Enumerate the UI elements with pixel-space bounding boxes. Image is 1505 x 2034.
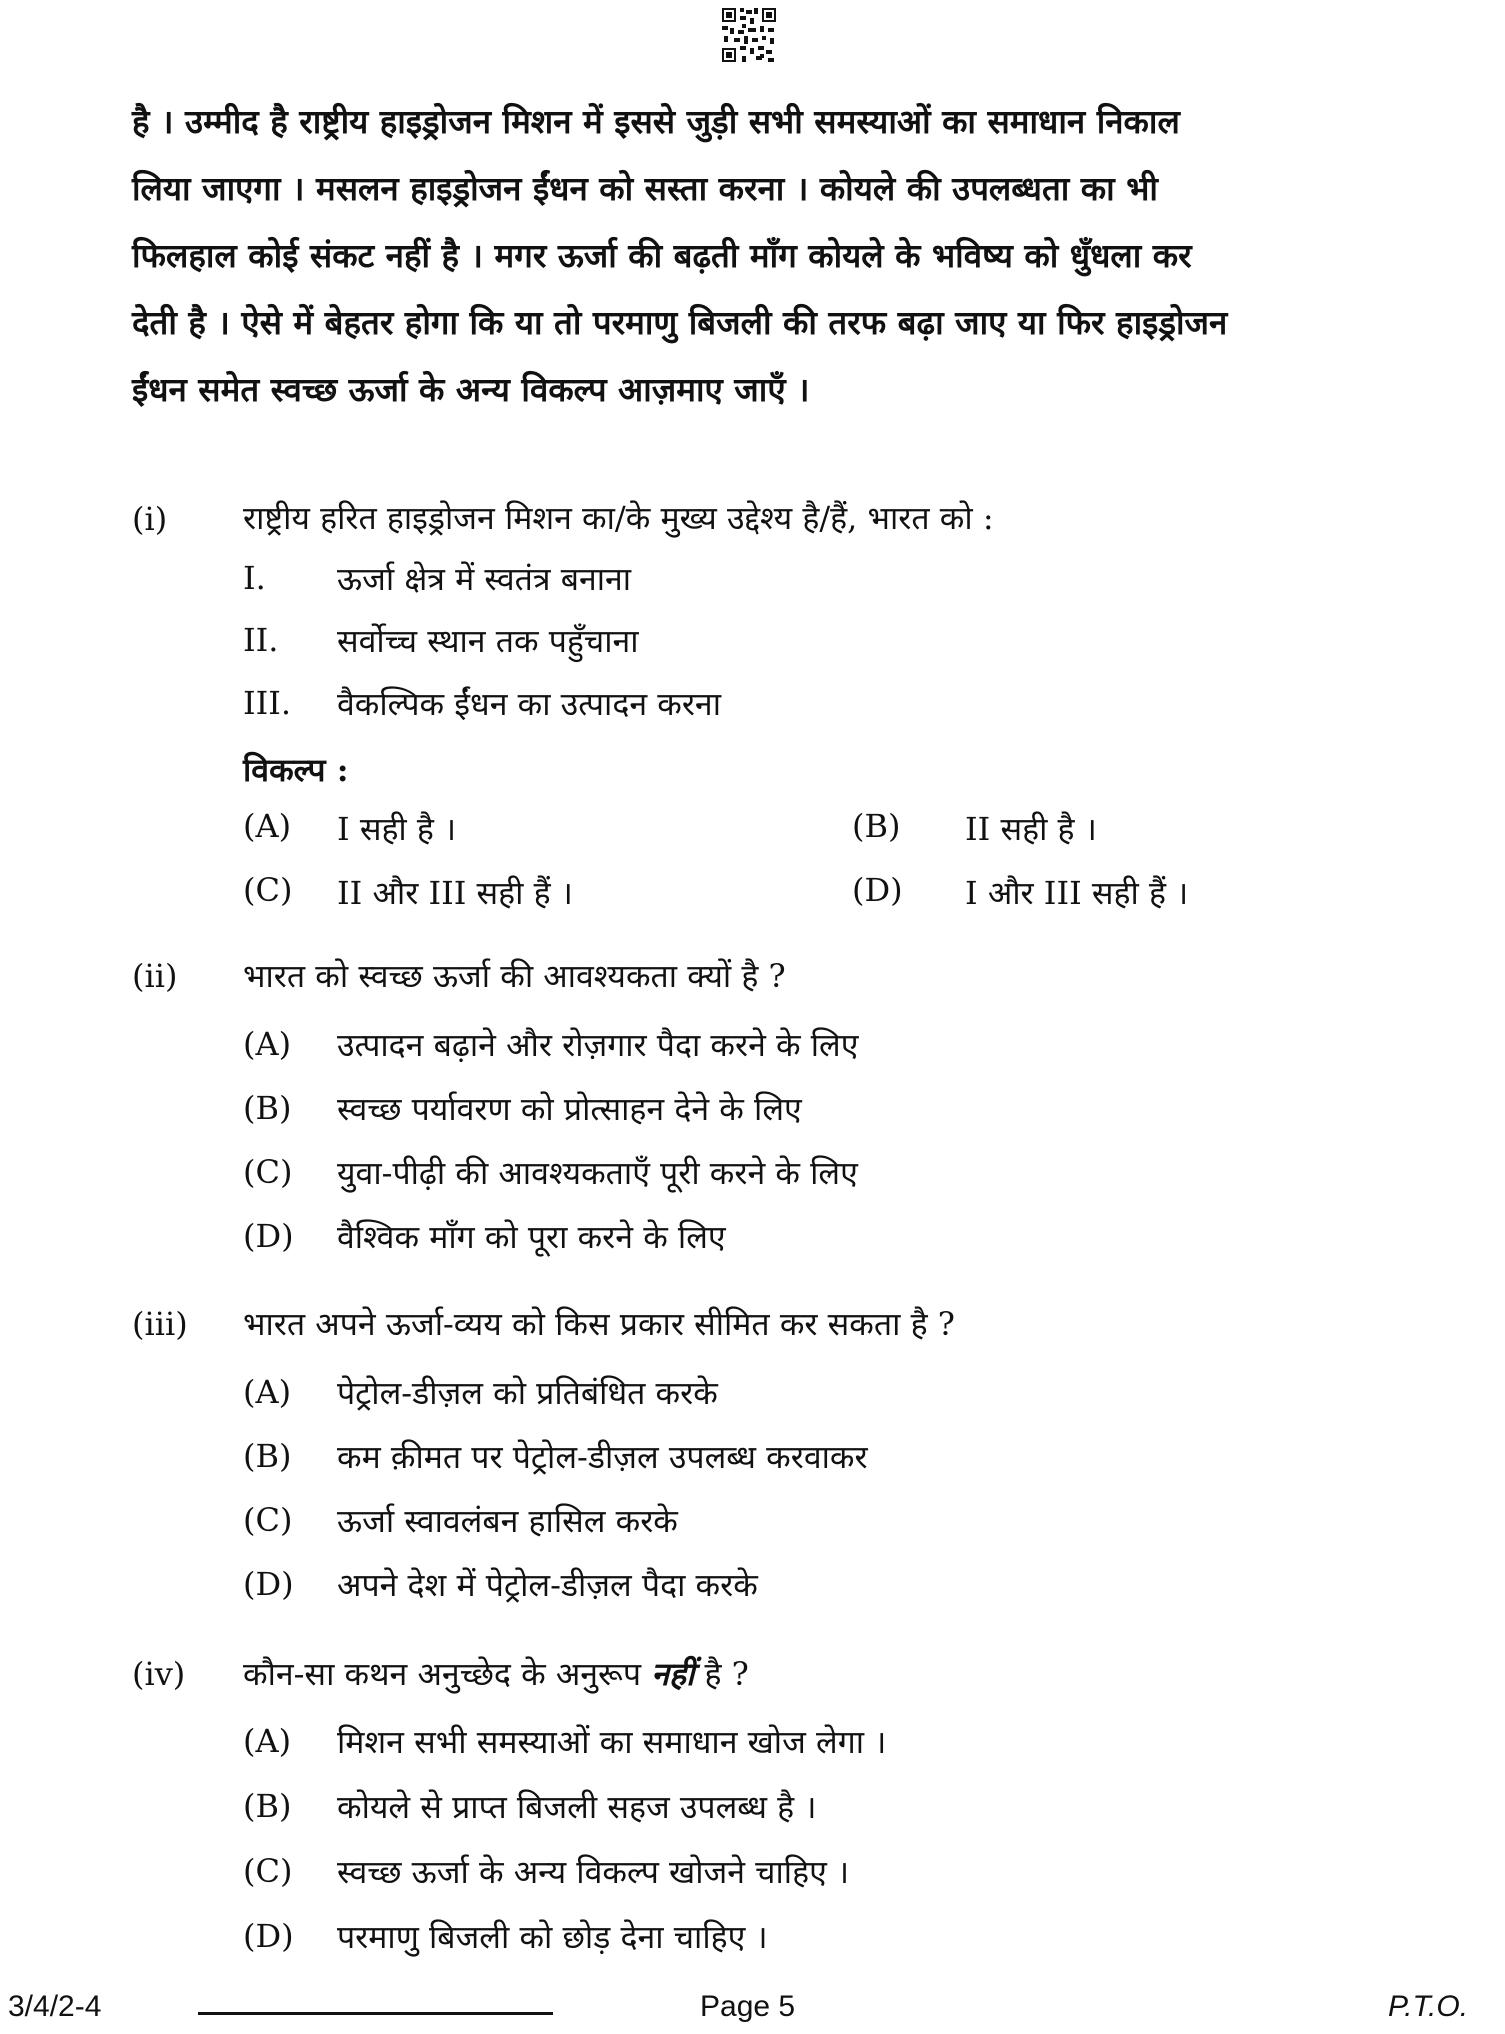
statement-roman: II.	[243, 621, 279, 659]
option-text: उत्पादन बढ़ाने और रोज़गार पैदा करने के लिए	[337, 1026, 859, 1064]
option-letter: (C)	[243, 871, 293, 909]
passage-line: ईंधन समेत स्वच्छ ऊर्जा के अन्य विकल्प आज़माए जाएँ ।	[132, 370, 810, 409]
page-number: Page 5	[700, 1990, 796, 2023]
statement-text: ऊर्जा क्षेत्र में स्वतंत्र बनाना	[337, 560, 632, 598]
question-text-part: कौन-सा कथन अनुच्छेद के अनुरूप	[243, 1655, 652, 1693]
option-letter: (D)	[243, 1917, 294, 1955]
option-letter: (B)	[852, 807, 901, 845]
option-text: स्वच्छ ऊर्जा के अन्य विकल्प खोजने चाहिए ।	[337, 1853, 850, 1891]
option-letter: (A)	[243, 1025, 292, 1063]
passage-line: है । उम्मीद है राष्ट्रीय हाइड्रोजन मिशन में इससे जुड़ी सभी समस्याओं का समाधान निकाल	[132, 102, 1180, 141]
footer-divider	[198, 2012, 553, 2015]
pto-label: P.T.O.	[1388, 1990, 1469, 2023]
question-number: (i)	[132, 500, 168, 538]
option-text: मिशन सभी समस्याओं का समाधान खोज लेगा ।	[337, 1723, 887, 1761]
option-letter: (C)	[243, 1153, 293, 1191]
option-letter: (A)	[243, 1722, 292, 1760]
option-text: युवा-पीढ़ी की आवश्यकताएँ पूरी करने के लिए	[337, 1154, 858, 1192]
option-letter: (C)	[243, 1501, 293, 1539]
statement-text: सर्वोच्च स्थान तक पहुँचाना	[337, 622, 639, 660]
question-emphasis: नहीं	[651, 1655, 695, 1693]
option-text: ऊर्जा स्वावलंबन हासिल करके	[337, 1502, 678, 1540]
question-number: (iii)	[132, 1305, 188, 1343]
option-letter: (A)	[243, 807, 292, 845]
option-letter: (B)	[243, 1437, 292, 1475]
option-text: अपने देश में पेट्रोल-डीज़ल पैदा करके	[337, 1566, 758, 1604]
option-text: I और III सही हैं ।	[965, 874, 1189, 912]
option-letter: (B)	[243, 1787, 292, 1825]
question-number: (iv)	[132, 1655, 186, 1693]
statement-roman: I.	[243, 559, 266, 597]
passage-line: फिलहाल कोई संकट नहीं है । मगर ऊर्जा की बढ़ती माँग कोयले के भविष्य को धुँधला कर	[132, 236, 1192, 275]
statement-roman: III.	[243, 684, 292, 722]
option-text: II और III सही हैं ।	[337, 874, 573, 912]
option-text: I सही है ।	[337, 810, 457, 848]
qr-code-icon	[720, 6, 778, 64]
option-text: कोयले से प्राप्त बिजली सहज उपलब्ध है ।	[337, 1788, 817, 1826]
question-number: (ii)	[132, 957, 178, 995]
options-label: विकल्प :	[243, 751, 349, 789]
option-text: कम क़ीमत पर पेट्रोल-डीज़ल उपलब्ध करवाकर	[337, 1438, 868, 1476]
question-text-part: है ?	[694, 1655, 749, 1693]
option-text: परमाणु बिजली को छोड़ देना चाहिए ।	[337, 1918, 768, 1956]
paper-code: 3/4/2-4	[8, 1990, 102, 2023]
option-text: वैश्विक माँग को पूरा करने के लिए	[337, 1218, 726, 1256]
option-letter: (D)	[852, 871, 903, 909]
question-text	[243, 1652, 749, 1695]
option-letter: (D)	[243, 1217, 294, 1255]
question-text: राष्ट्रीय हरित हाइड्रोजन मिशन का/के मुख्य उद्देश्य है/हैं, भारत को :	[243, 499, 994, 537]
option-letter: (D)	[243, 1565, 294, 1603]
passage-line: देती है । ऐसे में बेहतर होगा कि या तो परमाणु बिजली की तरफ बढ़ा जाए या फिर हाइड्रोजन	[132, 303, 1228, 342]
option-text: पेट्रोल-डीज़ल को प्रतिबंधित करके	[337, 1374, 718, 1412]
option-text: स्वच्छ पर्यावरण को प्रोत्साहन देने के लिए	[337, 1090, 802, 1128]
option-letter: (A)	[243, 1373, 292, 1411]
passage	[132, 88, 1402, 423]
passage-line: लिया जाएगा । मसलन हाइड्रोजन ईंधन को सस्ता करना । कोयले की उपलब्धता का भी	[132, 169, 1158, 208]
option-letter: (C)	[243, 1852, 293, 1890]
question-text: भारत अपने ऊर्जा-व्यय को किस प्रकार सीमित कर सकता है ?	[243, 1305, 955, 1343]
statement-text: वैकल्पिक ईंधन का उत्पादन करना	[337, 685, 721, 723]
option-letter: (B)	[243, 1089, 292, 1127]
option-text: II सही है ।	[965, 810, 1097, 848]
question-text: भारत को स्वच्छ ऊर्जा की आवश्यकता क्यों है ?	[243, 957, 786, 995]
